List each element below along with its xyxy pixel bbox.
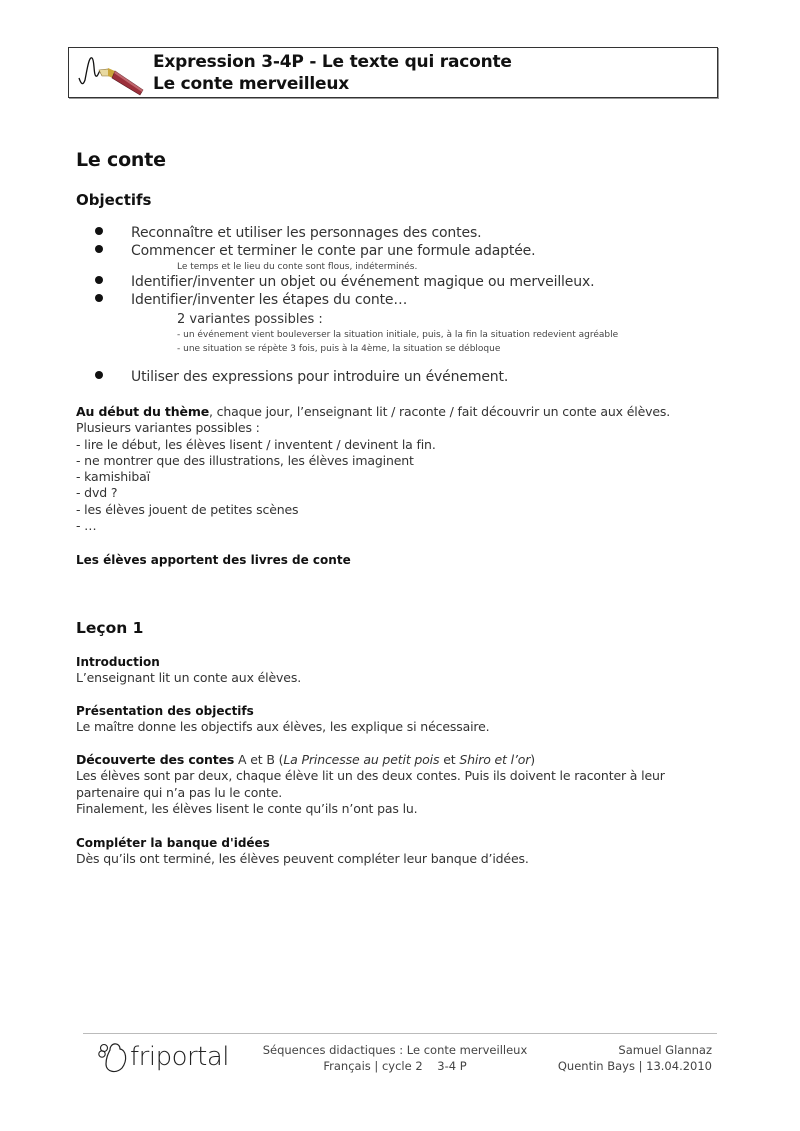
bullet-icon — [95, 294, 103, 302]
document-subtitle: Le conte merveilleux — [153, 74, 350, 94]
variant-line: Plusieurs variantes possibles : — [76, 420, 260, 436]
variant-line: - lire le début, les élèves lisent / inventent / devinent la fin. — [76, 436, 436, 452]
variant-line: - ne montrer que des illustrations, les élèves imaginent — [76, 452, 414, 468]
variants-title: 2 variantes possibles : — [177, 312, 323, 327]
footer-divider — [83, 1033, 717, 1034]
section-title: Le conte — [76, 149, 166, 171]
objectives-heading: Objectifs — [76, 191, 152, 209]
objective-text: Identifier/inventer un objet ou événement magique ou merveilleux. — [131, 274, 595, 290]
document-title: Expression 3-4P - Le texte qui raconte — [153, 52, 512, 72]
bullet-icon — [95, 245, 103, 253]
books-note: Les élèves apportent des livres de conte — [76, 553, 351, 567]
variant-line: - kamishibaï — [76, 469, 150, 485]
lesson-block-text: Le maître donne les objectifs aux élèves, les explique si nécessaire. — [76, 719, 490, 734]
document-header — [68, 47, 718, 98]
bank-heading: Compléter la banque d'idées — [76, 836, 270, 850]
objective-text: Reconnaître et utiliser les personnages des contes. — [131, 225, 482, 241]
discovery-line: Les élèves sont par deux, chaque élève lit un des deux contes. Puis ils doivent le raconter à leur — [76, 768, 665, 784]
objective-text: Commencer et terminer le conte par une formule adaptée. — [131, 243, 536, 259]
bullet-icon — [95, 371, 103, 379]
discovery-heading-line — [76, 752, 756, 768]
objective-note: Le temps et le lieu du conte sont flous, indéterminés. — [177, 262, 418, 272]
footer-course-info: Français | cycle 2 3-4 P — [323, 1059, 467, 1073]
discovery-block — [76, 752, 756, 817]
bullet-icon — [95, 227, 103, 235]
bullet-icon — [95, 276, 103, 284]
variant-item: - une situation se répète 3 fois, puis à la 4ème, la situation se débloque — [177, 344, 501, 354]
footer-authors — [520, 1042, 712, 1074]
variant-line: - … — [76, 518, 97, 534]
theme-intro-line — [76, 404, 756, 420]
objective-text: Utiliser des expressions pour introduire un événement. — [131, 369, 509, 385]
lesson-block-heading: Introduction — [76, 655, 160, 669]
lesson-block-heading: Présentation des objectifs — [76, 704, 254, 718]
discovery-line: partenaire qui n’a pas lu le conte. — [76, 784, 283, 800]
fountain-pen-icon — [75, 50, 147, 96]
variant-line: - dvd ? — [76, 485, 118, 501]
theme-intro — [76, 404, 756, 534]
theme-intro-rest: , chaque jour, l’enseignant lit / raconte / fait découvrir un conte aux élèves. — [209, 404, 671, 419]
lesson-title: Leçon 1 — [76, 619, 144, 637]
lesson-block-text: L’enseignant lit un conte aux élèves. — [76, 670, 302, 685]
footer-author-1: Samuel Glannaz — [618, 1043, 712, 1057]
book-title-a: La Princesse au petit pois — [283, 752, 440, 767]
footer-author-date: Quentin Bays | 13.04.2010 — [557, 1059, 712, 1073]
discovery-heading: Découverte des contes — [76, 752, 235, 767]
objective-text: Identifier/inventer les étapes du conte… — [131, 292, 408, 308]
footer-sequence-title: Séquences didactiques : Le conte merveilleux — [262, 1043, 528, 1057]
discovery-text: et — [439, 752, 460, 767]
discovery-text: A et B ( — [234, 752, 284, 767]
discovery-text: ) — [530, 752, 536, 767]
theme-intro-bold: Au début du thème — [76, 404, 210, 419]
variant-item: - un événement vient bouleverser la situation initiale, puis, à la fin la situation redevient agréable — [177, 330, 619, 340]
bank-text: Dès qu’ils ont terminé, les élèves peuvent compléter leur banque d’idées. — [76, 851, 529, 866]
footer-center — [250, 1042, 540, 1074]
book-title-b: Shiro et l’or — [459, 752, 531, 767]
variant-line: - les élèves jouent de petites scènes — [76, 501, 299, 517]
discovery-line: Finalement, les élèves lisent le conte qu’ils n’ont pas lu. — [76, 800, 418, 816]
friportal-wordmark: friportal — [130, 1042, 230, 1072]
friportal-mascot-icon — [96, 1040, 130, 1076]
friportal-logo — [96, 1040, 230, 1076]
